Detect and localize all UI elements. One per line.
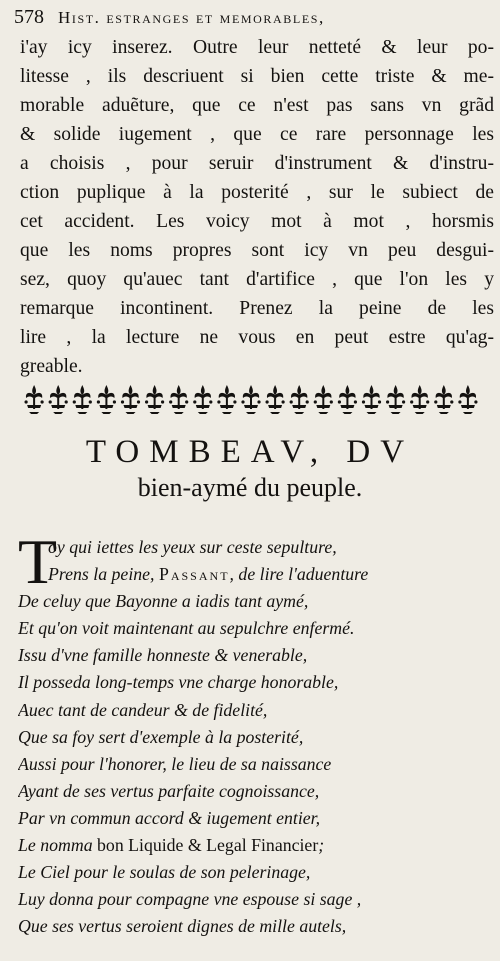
verse-line: Issu d'vne famille honneste & venerable, — [18, 645, 308, 666]
prose-line: morable aduẽture, que ce n'est pas sans vn grãd — [20, 95, 494, 116]
verse-line: Auec tant de candeur & de fidelité, — [18, 699, 268, 720]
running-head — [14, 6, 484, 34]
verse-line-text: Prens la peine, — [48, 564, 159, 585]
prose-line: lire , la lecture ne vous en peut estre qu'ag- — [20, 327, 494, 348]
fleuron-icon — [73, 385, 92, 414]
verse-line-text: ; — [318, 835, 325, 856]
fleuron-icon — [290, 385, 309, 414]
passant-word: Passant — [158, 564, 230, 585]
verse-line — [18, 534, 484, 561]
verse-line: Que ses vertus seroient dignes de mille autels, — [18, 916, 347, 937]
fleuron-ornament-band — [22, 382, 480, 416]
prose-line: sez, quoy qu'auec tant d'artifice , que l'on les y — [20, 269, 494, 290]
fleuron-icon — [121, 385, 140, 414]
prose-line: greable. — [20, 356, 83, 377]
prose-line: que les noms propres sont icy vn peu desgui- — [20, 240, 494, 261]
epitaph-verse — [18, 526, 484, 940]
epitaph-title: TOMBEAV, DV — [85, 434, 415, 470]
verse-line-text: Le nomma — [18, 835, 98, 856]
verse-line-text: , de lire l'aduenture — [229, 564, 369, 585]
fleuron-icon — [386, 385, 405, 414]
prose-line: ction puplique à la posterité , sur le subiect de — [20, 182, 494, 203]
fleuron-icon — [25, 385, 44, 414]
verse-line: Par vn commun accord & iugement entier, — [18, 807, 321, 828]
drop-cap: T — [18, 526, 58, 597]
fleuron-icon — [362, 385, 381, 414]
prose-line: cet accident. Les voicy mot à mot , horsmis — [20, 211, 494, 232]
fleuron-icon — [193, 385, 212, 414]
page-number: 578 — [14, 6, 44, 28]
prose-paragraph — [20, 33, 494, 381]
verse-line-text: oy qui iettes les yeux sur ceste sepulture, — [48, 537, 337, 557]
epitaph-subtitle: bien-aymé du peuple. — [137, 473, 363, 502]
fleuron-icon — [266, 385, 285, 414]
verse-line: De celuy que Bayonne a iadis tant aymé, — [18, 591, 309, 612]
fleuron-icon — [314, 385, 333, 414]
fleuron-icon — [169, 385, 188, 414]
verse-line — [18, 832, 484, 859]
prose-line: a choisis , pour seruir d'instrument & d'instru- — [20, 153, 494, 174]
verse-line: Ayant de ses vertus parfaite cognoissance, — [18, 780, 320, 801]
fleuron-icon — [49, 385, 68, 414]
prose-line: litesse , ils descriuent si bien cette triste & me- — [20, 66, 494, 87]
verse-line: Et qu'on voit maintenant au sepulchre enfermé. — [18, 618, 355, 639]
prose-line: i'ay icy inserez. Outre leur netteté & leur po- — [20, 37, 494, 58]
title-phrase: bon Liquide & Legal Financier — [97, 835, 319, 856]
fleuron-icon — [145, 385, 164, 414]
verse-line: Le Ciel pour le soulas de son pelerinage, — [18, 862, 311, 883]
prose-line: remarque incontinent. Prenez la peine de les — [20, 298, 494, 319]
verse-line: Que sa foy sert d'exemple à la posterité, — [18, 726, 304, 747]
verse-line: Aussi pour l'honorer, le lieu de sa naissance — [18, 753, 332, 774]
running-title: Hist. estranges et memorables, — [58, 8, 325, 27]
fleuron-icon — [97, 385, 116, 414]
verse-line — [18, 561, 484, 588]
prose-line: & solide iugement , que ce rare personnage les — [20, 124, 494, 145]
fleuron-icon — [241, 385, 260, 414]
verse-line: Luy donna pour compagne vne espouse si sage , — [18, 889, 362, 910]
fleuron-icon — [410, 385, 429, 414]
fleuron-icon — [434, 385, 453, 414]
fleuron-icon — [458, 385, 477, 414]
fleuron-icon — [338, 385, 357, 414]
fleuron-icon — [217, 385, 236, 414]
verse-line: Il posseda long-temps vne charge honorable, — [18, 672, 339, 693]
